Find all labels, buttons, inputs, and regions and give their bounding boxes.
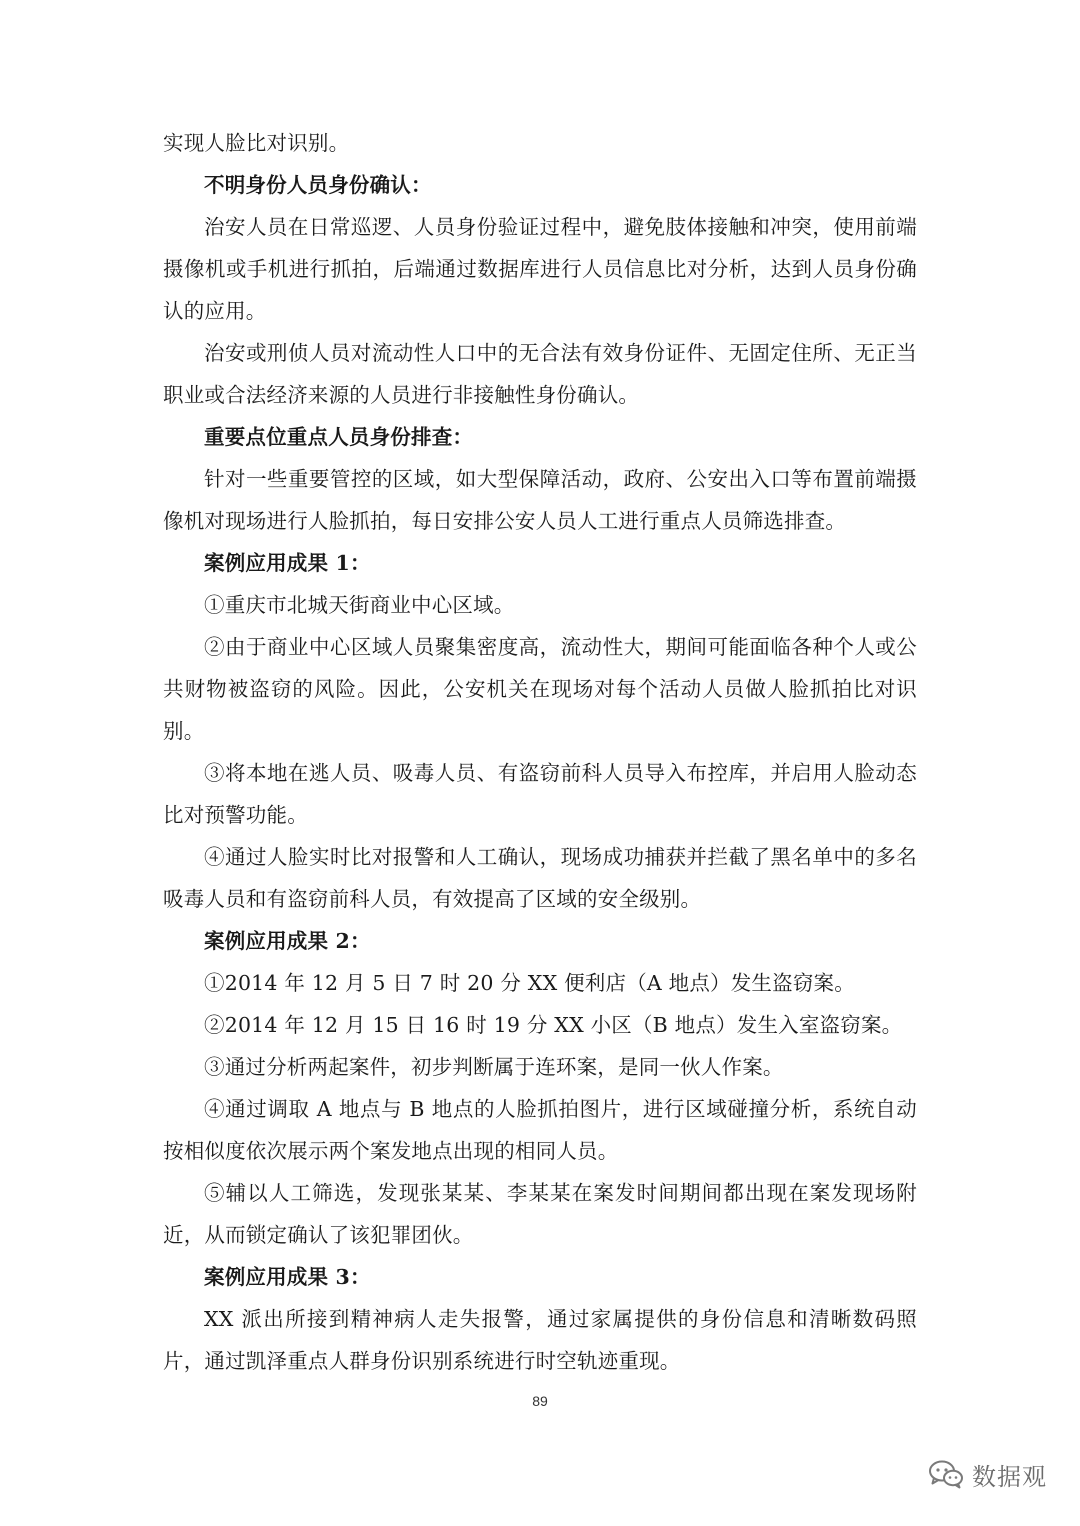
paragraph: 针对一些重要管控的区域，如大型保障活动，政府、公安出入口等布置前端摄像机对现场进行人脸抓拍，每日安排公安人员人工进行重点人员筛选排查。: [163, 467, 917, 533]
paragraph: ③将本地在逃人员、吸毒人员、有盗窃前科人员导入布控库，并启用人脸动态比对预警功能。: [163, 761, 917, 827]
paragraph: 实现人脸比对识别。: [163, 131, 350, 155]
paragraph: ④通过人脸实时比对报警和人工确认，现场成功捕获并拦截了黑名单中的多名吸毒人员和有盗窃前科人员，有效提高了区域的安全级别。: [163, 845, 917, 911]
paragraph: XX 派出所接到精神病人走失报警，通过家属提供的身份信息和清晰数码照片，通过凯泽重点人群身份识别系统进行时空轨迹重现。: [163, 1307, 917, 1373]
watermark-text: 数据观: [972, 1462, 1047, 1491]
paragraph: ①2014 年 12 月 5 日 7 时 20 分 XX 便利店（A 地点）发生盗窃案。: [204, 971, 855, 995]
paragraph: 治安人员在日常巡逻、人员身份验证过程中，避免肢体接触和冲突，使用前端摄像机或手机进行抓拍，后端通过数据库进行人员信息比对分析，达到人员身份确认的应用。: [163, 215, 917, 323]
watermark: [928, 1452, 1047, 1496]
paragraph: ④通过调取 A 地点与 B 地点的人脸抓拍图片，进行区域碰撞分析，系统自动按相似度依次展示两个案发地点出现的相同人员。: [163, 1097, 917, 1163]
paragraph: 治安或刑侦人员对流动性人口中的无合法有效身份证件、无固定住所、无正当职业或合法经济来源的人员进行非接触性身份确认。: [163, 341, 917, 407]
paragraph: ①重庆市北城天街商业中心区域。: [204, 593, 515, 617]
paragraph: ②由于商业中心区域人员聚集密度高，流动性大，期间可能面临各种个人或公共财物被盗窃的风险。因此，公安机关在现场对每个活动人员做人脸抓拍比对识别。: [163, 635, 917, 743]
paragraph: ⑤辅以人工筛选，发现张某某、李某某在案发时间期间都出现在案发现场附近，从而锁定确认了该犯罪团伙。: [163, 1181, 917, 1247]
section-heading: 案例应用成果 3：: [204, 1265, 371, 1289]
wechat-icon: [928, 1459, 964, 1489]
paragraph: ③通过分析两起案件，初步判断属于连环案，是同一伙人作案。: [204, 1055, 784, 1079]
document-body: [163, 122, 917, 1382]
section-heading: 重要点位重点人员身份排查：: [204, 425, 474, 449]
section-heading: 不明身份人员身份确认：: [204, 173, 432, 197]
paragraph: ②2014 年 12 月 15 日 16 时 19 分 XX 小区（B 地点）发生入室盗窃案。: [204, 1013, 903, 1037]
section-heading: 案例应用成果 2：: [204, 929, 371, 953]
section-heading: 案例应用成果 1：: [204, 551, 371, 575]
page-number: 89: [532, 1393, 548, 1409]
